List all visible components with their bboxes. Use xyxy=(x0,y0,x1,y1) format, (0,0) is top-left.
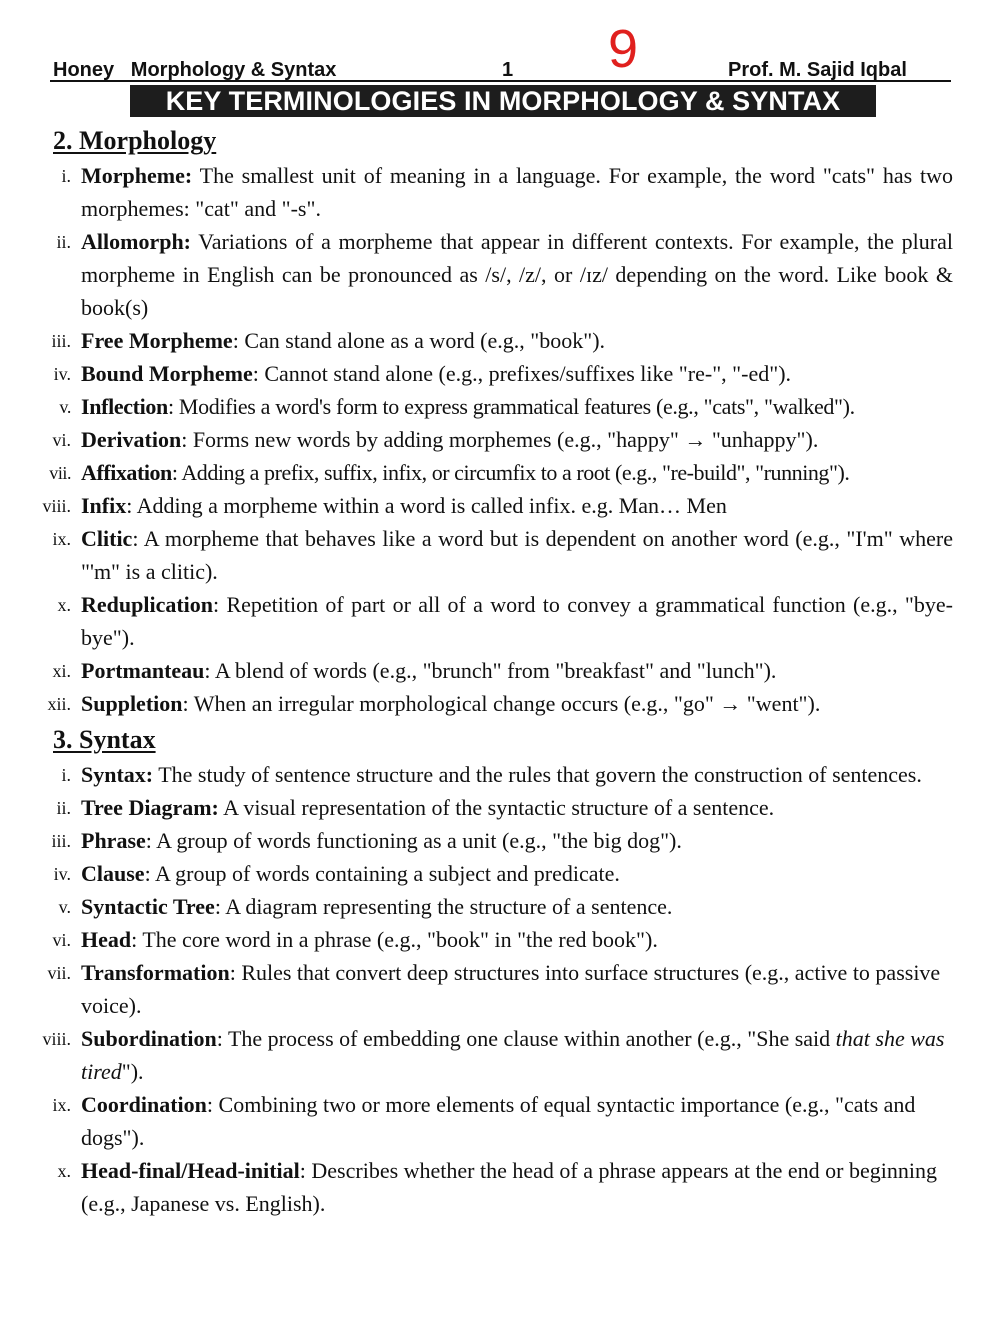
item-text: The study of sentence structure and the rules that govern the construction of sentences. xyxy=(153,762,922,787)
item-term: Syntax: xyxy=(81,762,154,787)
item-term: Suppletion xyxy=(81,691,183,716)
item-text: : A group of words containing a subject and predicate. xyxy=(144,861,620,886)
list-item xyxy=(0,1022,953,1088)
list-item xyxy=(0,423,953,456)
item-text: : Modifies a word's form to express grammatical features (e.g., "cats", "walked"). xyxy=(167,394,855,419)
item-number: i. xyxy=(61,765,71,785)
item-term: Allomorph: xyxy=(81,229,191,254)
item-text: A visual representation of the syntactic structure of a sentence. xyxy=(218,795,775,820)
item-text: : Can stand alone as a word (e.g., "book"). xyxy=(232,328,606,353)
list-item xyxy=(0,357,953,390)
item-term: Phrase xyxy=(81,828,146,853)
item-term: Head-final/Head-initial xyxy=(81,1158,300,1183)
item-term: Derivation xyxy=(81,427,182,452)
item-term: Reduplication xyxy=(81,592,214,617)
list-item xyxy=(0,588,953,654)
item-number: viii. xyxy=(42,496,71,516)
list-item xyxy=(0,390,953,423)
item-number: iii. xyxy=(51,331,71,351)
list-item xyxy=(0,890,953,923)
list-item xyxy=(0,324,953,357)
item-term: Morpheme: xyxy=(81,163,193,188)
item-italic-text: that she was tired xyxy=(81,1026,945,1084)
item-number: iv. xyxy=(53,364,71,384)
item-number: vii. xyxy=(47,963,71,983)
item-number: v. xyxy=(58,897,71,917)
item-number: i. xyxy=(61,166,71,186)
item-term: Affixation xyxy=(81,460,172,485)
item-term: Inflection xyxy=(81,394,168,419)
item-number: x. xyxy=(57,595,71,615)
item-number: xii. xyxy=(47,694,71,714)
item-text: : Adding a morpheme within a word is called infix. e.g. Man… Men xyxy=(126,493,727,518)
item-term: Head xyxy=(81,927,132,952)
item-number: iii. xyxy=(51,831,71,851)
list-item xyxy=(0,791,953,824)
item-term: Clitic xyxy=(81,526,133,551)
item-text: Variations of a morpheme that appear in different contexts. For example, the plural morpheme in English can be pronounced as /s/, /z/, or /ɪz/ depending on the word. Like book & book(s) xyxy=(81,229,953,320)
item-term: Tree Diagram: xyxy=(81,795,219,820)
item-number: viii. xyxy=(42,1029,71,1049)
item-text: : Combining two or more elements of equal syntactic importance (e.g., "cats and dogs"). xyxy=(81,1092,916,1150)
header-rule xyxy=(50,80,951,82)
item-term: Coordination xyxy=(81,1092,207,1117)
list-item xyxy=(0,923,953,956)
item-term: Syntactic Tree xyxy=(81,894,215,919)
item-number: v. xyxy=(59,397,71,417)
list-item xyxy=(0,456,953,489)
list-item xyxy=(0,758,953,791)
item-text: The smallest unit of meaning in a language. For example, the word "cats" has two morphemes: "cat" and "-s". xyxy=(81,163,953,221)
item-term: Subordination xyxy=(81,1026,217,1051)
section-title-syntax: 3. Syntax xyxy=(53,725,156,754)
item-number: xi. xyxy=(52,661,71,681)
item-text-tail: "). xyxy=(121,1059,144,1084)
item-text: : Rules that convert deep structures into surface structures (e.g., active to passive voice). xyxy=(81,960,941,1018)
list-item xyxy=(0,225,953,324)
item-text: : The process of embedding one clause within another (e.g., "She said xyxy=(216,1026,836,1051)
section-title-morphology: 2. Morphology xyxy=(53,126,217,155)
header-page-number: 1 xyxy=(502,59,514,81)
header-right: Prof. M. Sajid Iqbal xyxy=(728,59,907,81)
item-number: vi. xyxy=(52,430,71,450)
list-item xyxy=(0,956,953,1022)
list-item xyxy=(0,1154,953,1220)
syntax-list xyxy=(0,758,999,1220)
item-term: Infix xyxy=(81,493,127,518)
item-term: Free Morpheme xyxy=(81,328,233,353)
item-text: : A blend of words (e.g., "brunch" from "breakfast" and "lunch"). xyxy=(204,658,777,683)
page-title-banner: KEY TERMINOLOGIES IN MORPHOLOGY & SYNTAX xyxy=(130,85,876,117)
item-number: vi. xyxy=(52,930,71,950)
item-text: : A morpheme that behaves like a word but is dependent on another word (e.g., "I'm" where "'m" is a clitic). xyxy=(81,526,953,584)
item-number: iv. xyxy=(53,864,71,884)
list-item xyxy=(0,857,953,890)
item-text: : Cannot stand alone (e.g., prefixes/suffixes like "re-", "-ed"). xyxy=(252,361,792,386)
item-number: ii. xyxy=(56,798,71,818)
item-term: Bound Morpheme xyxy=(81,361,253,386)
item-text: : A diagram representing the structure of a sentence. xyxy=(214,894,673,919)
list-item xyxy=(0,824,953,857)
item-term: Transformation xyxy=(81,960,230,985)
list-item xyxy=(0,159,953,225)
item-number: vii. xyxy=(49,463,71,483)
item-text: : Repetition of part or all of a word to convey a grammatical function (e.g., "bye-bye"). xyxy=(81,592,953,650)
list-item xyxy=(0,489,953,522)
item-text: : Forms new words by adding morphemes (e.g., "happy" → "unhappy"). xyxy=(181,427,819,452)
list-item xyxy=(0,687,953,720)
morphology-list xyxy=(0,159,999,720)
item-text: : When an irregular morphological change occurs (e.g., "go" → "went"). xyxy=(182,691,821,716)
header-left: Honey Morphology & Syntax xyxy=(53,59,337,81)
item-number: ix. xyxy=(52,529,71,549)
item-term: Clause xyxy=(81,861,145,886)
list-item xyxy=(0,522,953,588)
item-number: ix. xyxy=(52,1095,71,1115)
item-text: : Adding a prefix, suffix, infix, or circumfix to a root (e.g., "re-build", "running"). xyxy=(171,460,850,485)
item-term: Portmanteau xyxy=(81,658,205,683)
list-item xyxy=(0,654,953,687)
item-text: : A group of words functioning as a unit (e.g., "the big dog"). xyxy=(145,828,682,853)
item-text: : Describes whether the head of a phrase appears at the end or beginning (e.g., Japanese vs. English). xyxy=(81,1158,937,1216)
list-item xyxy=(0,1088,953,1154)
item-number: x. xyxy=(57,1161,71,1181)
item-number: ii. xyxy=(56,232,71,252)
handwritten-page-number: 9 xyxy=(608,19,639,79)
item-text: : The core word in a phrase (e.g., "book" in "the red book"). xyxy=(131,927,658,952)
